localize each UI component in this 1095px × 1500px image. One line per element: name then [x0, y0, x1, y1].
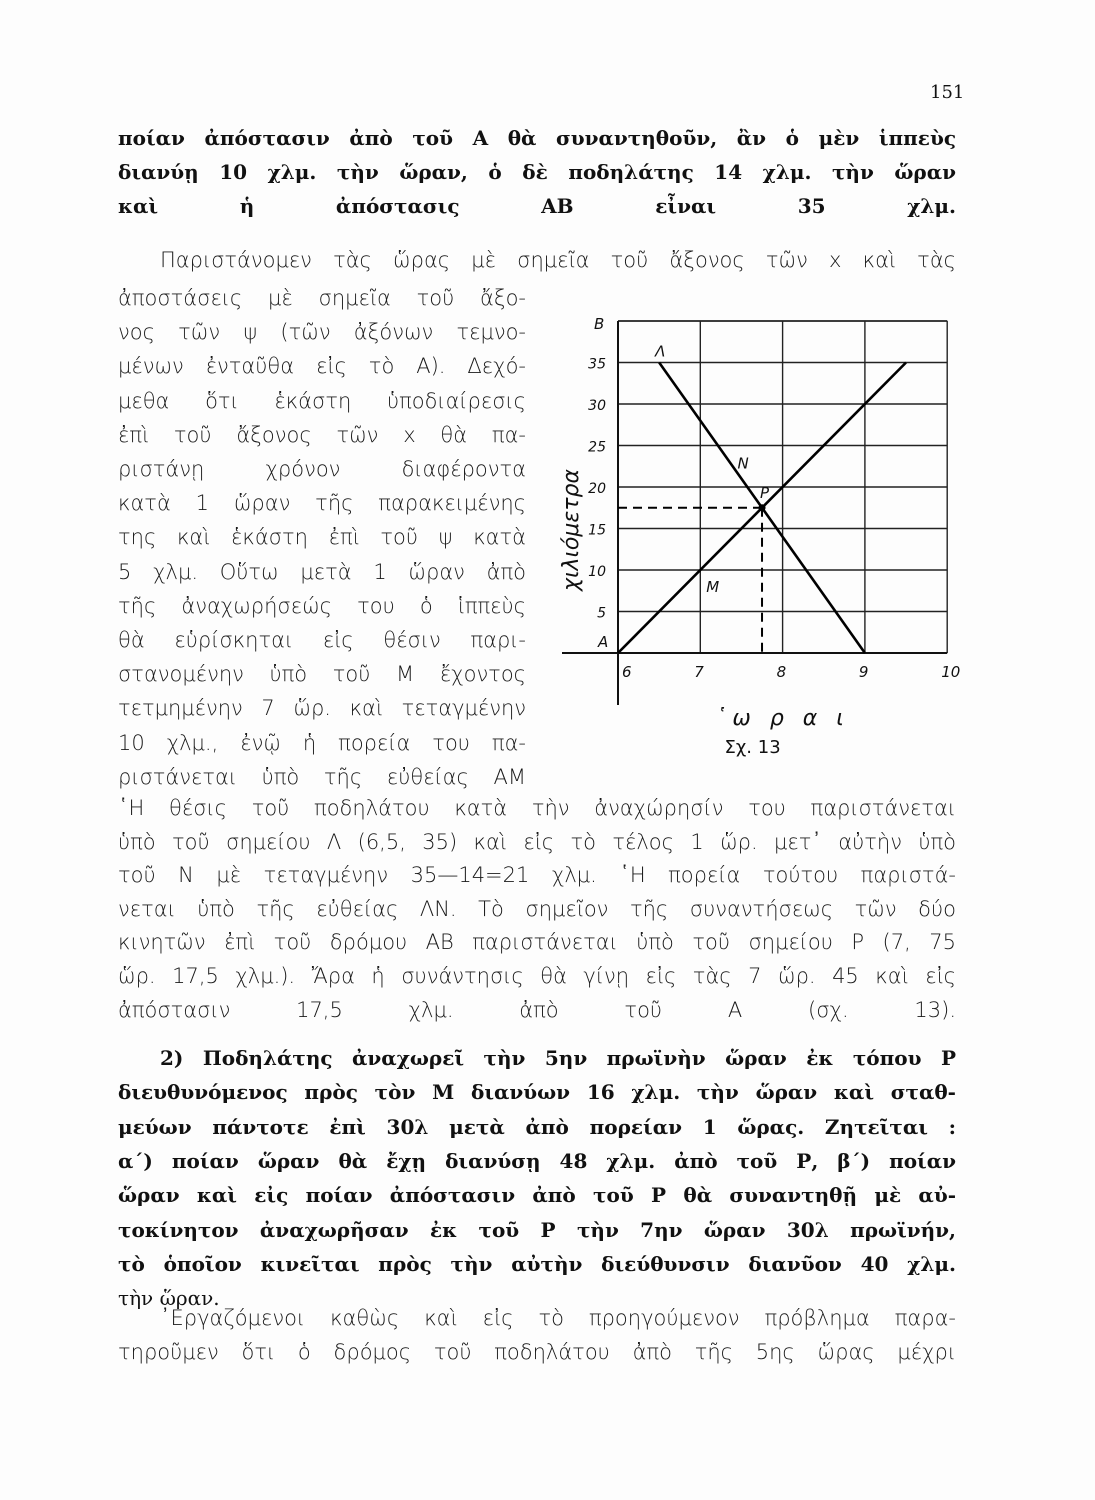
- paragraph-line: ριστάνῃ χρόνον διαφέροντα: [118, 457, 526, 481]
- page-number: 151: [930, 82, 965, 103]
- paragraph-line: τοῦ Ν μὲ τεταγμένην 35—14=21 χλμ. ῾Η πορεία τούτου παριστά-: [118, 863, 956, 888]
- problem-2-line: τὴν ὥραν.: [118, 1286, 220, 1311]
- paragraph-line: ἀποστάσεις μὲ σημεῖα τοῦ ἄξο-: [118, 286, 526, 310]
- point-label-N: N: [737, 454, 749, 473]
- paragraph-line: τῆς ἀναχωρήσεώς του ὁ ἱππεὺς: [118, 593, 526, 618]
- figure-caption: Σχ. 13: [724, 737, 781, 758]
- paragraph-line: κατὰ 1 ὥραν τῆς παρακειμένης: [118, 491, 526, 516]
- x-tick-label: 9: [858, 663, 869, 681]
- y-tick-label: 30: [588, 398, 606, 414]
- paragraph-line: ἐπὶ τοῦ ἄξονος τῶν x θὰ πα-: [118, 422, 526, 447]
- x-axis-label: ῾ω ρ α ι: [715, 706, 850, 731]
- paragraph-line: τετμημένην 7 ὥρ. καὶ τεταγμένην: [118, 696, 526, 721]
- paragraph-line: τηροῦμεν ὅτι ὁ δρόμος τοῦ ποδηλάτου ἀπὸ τῆς 5ης ὥρας μέχρι: [118, 1340, 956, 1364]
- y-tick-label: 15: [588, 522, 606, 539]
- paragraph-line: μεθα ὅτι ἑκάστη ὑποδιαίρεσις: [118, 388, 526, 413]
- paragraph-line: ᾽Εργαζόμενοι καθὼς καὶ εἰς τὸ προηγούμενον πρόβλημα παρα-: [160, 1306, 956, 1330]
- paragraph-line: ὑπὸ τοῦ σημείου Λ (6,5, 35) καὶ εἰς τὸ τέλος 1 ὥρ. μετ᾽ αὐτὴν ὑπὸ: [118, 829, 956, 854]
- point-label-P: P: [760, 483, 770, 502]
- x-tick-label: 6: [622, 663, 632, 681]
- paragraph-line: ῾Η θέσις τοῦ ποδηλάτου κατὰ τὴν ἀναχώρησίν του παριστάνεται: [118, 796, 956, 820]
- bold-intro-line: διανύῃ 10 χλμ. τὴν ὥραν, ὁ δὲ ποδηλάτης 14 χλμ. τὴν ὥραν: [118, 160, 956, 184]
- figure-13-chart: [540, 300, 960, 760]
- y-tick-label: 10: [588, 564, 606, 580]
- point-label-A: A: [598, 633, 609, 651]
- x-tick-label: 8: [776, 663, 787, 681]
- problem-2-line: 2) Ποδηλάτης ἀναχωρεῖ τὴν 5ην πρωϊνὴν ὥραν ἐκ τόπου Ρ: [160, 1046, 956, 1070]
- bold-intro-line: ποίαν ἀπόστασιν ἀπὸ τοῦ Α θὰ συναντηθοῦν, ἂν ὁ μὲν ἱππεὺς: [118, 126, 956, 150]
- point-label-M: M: [706, 578, 720, 596]
- paragraph-line: Παριστάνομεν τὰς ὥρας μὲ σημεῖα τοῦ ἄξονος τῶν x καὶ τὰς: [160, 248, 956, 272]
- paragraph-line: μένων ἐνταῦθα εἰς τὸ Α). Δεχό-: [118, 354, 526, 379]
- point-label-Λ: Λ: [655, 342, 666, 361]
- x-tick-label: 7: [694, 663, 704, 681]
- y-tick-label: 35: [588, 356, 606, 373]
- x-tick-label: 10: [941, 663, 960, 681]
- problem-2-line: τὸ ὁποῖον κινεῖται πρὸς τὴν αὐτὴν διεύθυνσιν διανῦον 40 χλμ.: [118, 1251, 956, 1276]
- paragraph-line: ὥρ. 17,5 χλμ.). Ἄρα ἡ συνάντησις θὰ γίνῃ εἰς τὰς 7 ὥρ. 45 καὶ εἰς: [118, 964, 956, 988]
- paragraph-line: στανομένην ὑπὸ τοῦ Μ ἔχοντος: [118, 662, 526, 687]
- paragraph-line: 10 χλμ., ἐνῷ ἡ πορεία του πα-: [118, 730, 526, 755]
- paragraph-line: της καὶ ἑκάστη ἐπὶ τοῦ ψ κατὰ: [118, 525, 526, 550]
- paragraph-line: θὰ εὑρίσκηται εἰς θέσιν παρι-: [118, 628, 526, 652]
- problem-2-line: διευθυνόμενος πρὸς τὸν Μ διανύων 16 χλμ. τὴν ὥραν καὶ σταθ-: [118, 1080, 956, 1105]
- y-tick-label: 20: [588, 481, 606, 497]
- problem-2-line: τοκίνητον ἀναχωρῆσαν ἐκ τοῦ Ρ τὴν 7ην ὥραν 30λ πρωϊνήν,: [118, 1217, 956, 1242]
- bold-intro-line: καὶ ἡ ἀπόστασις ΑΒ εἶναι 35 χλμ.: [118, 194, 956, 218]
- problem-2-line: α´) ποίαν ὥραν θὰ ἔχῃ διανύσῃ 48 χλμ. ἀπὸ τοῦ Ρ, β´) ποίαν: [118, 1148, 956, 1173]
- y-tick-label: 5: [597, 605, 606, 622]
- paragraph-line: κινητῶν ἐπὶ τοῦ δρόμου ΑΒ παριστάνεται ὑπὸ τοῦ σημείου Ρ (7, 75: [118, 930, 956, 955]
- point-label-B: B: [594, 315, 605, 333]
- paragraph-line: 5 χλμ. Οὕτω μετὰ 1 ὥραν ἀπὸ: [118, 559, 526, 584]
- y-axis-label: χιλιόμετρα: [559, 469, 584, 591]
- paragraph-line: νεται ὑπὸ τῆς εὐθείας ΛΝ. Τὸ σημεῖον τῆς συναντήσεως τῶν δύο: [118, 896, 956, 921]
- y-tick-label: 25: [588, 439, 606, 456]
- problem-2-line: ὥραν καὶ εἰς ποίαν ἀπόστασιν ἀπὸ τοῦ Ρ θὰ συναντηθῇ μὲ αὐ-: [118, 1183, 956, 1208]
- paragraph-line: ριστάνεται ὑπὸ τῆς εὐθείας ΑΜ: [118, 764, 526, 789]
- point-P-marker: [759, 504, 766, 511]
- problem-2-line: μεύων πάντοτε ἐπὶ 30λ μετὰ ἀπὸ πορείαν 1 ὥρας. Ζητεῖται :: [118, 1114, 956, 1139]
- paragraph-line: νος τῶν ψ (τῶν ἀξόνων τεμνο-: [118, 320, 526, 345]
- paragraph-line: ἀπόστασιν 17,5 χλμ. ἀπὸ τοῦ Α (σχ. 13).: [118, 997, 956, 1022]
